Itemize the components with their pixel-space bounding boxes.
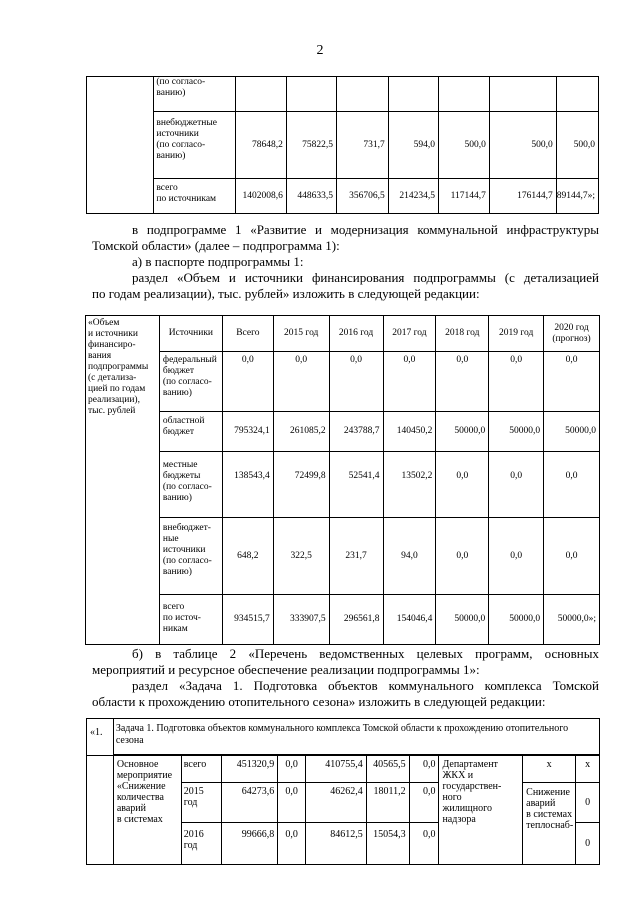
value-cell [556, 77, 598, 112]
paragraph: б) в таблице 2 «Перечень ведомственных целевых программ, основных [132, 646, 599, 661]
table-row [87, 112, 599, 179]
value-cell: 243788,7 [329, 412, 383, 452]
empty-cell [87, 756, 114, 865]
value-cell: 72499,8 [273, 452, 329, 518]
value-cell: 140450,2 [383, 412, 436, 452]
value-cell: 52541,4 [329, 452, 383, 518]
value-cell: 0,0 [278, 756, 306, 783]
value-cell: 1402008,6 [236, 179, 286, 214]
value-cell: 296561,8 [329, 595, 383, 645]
value-cell: 0,0 [278, 783, 306, 823]
paragraph: раздел «Задача 1. Подготовка объектов коммунального комплекса Томской [132, 678, 599, 693]
value-cell [337, 77, 389, 112]
value-cell: 448633,5 [286, 179, 336, 214]
value-cell: 50000,0 [489, 412, 544, 452]
value-cell: 500,0 [489, 112, 556, 179]
paragraph: Томской области» (далее – подпрограмма 1): [92, 238, 340, 253]
value-cell: 333907,5 [273, 595, 329, 645]
target-cell: 0 [576, 783, 600, 823]
table-row [87, 719, 600, 755]
value-cell: 50000,0 [544, 412, 600, 452]
value-cell: 261085,2 [273, 412, 329, 452]
paragraph: мероприятий и ресурсное обеспечение реализации подпрограммы 1»: [92, 662, 480, 677]
row-label-cell: «Объем и источники финансиро- вания подпрограммы (с детализа- цией по годам реализации), тыс. рублей [86, 316, 160, 645]
value-cell: 0,0 [436, 518, 489, 595]
table-financing [85, 315, 600, 645]
value-cell: 795324,1 [222, 412, 273, 452]
value-cell [489, 77, 556, 112]
value-cell: 18011,2 [366, 783, 409, 823]
department-cell: Департамент ЖКХ и государствен- ного жилищного надзора [439, 756, 523, 865]
value-cell: 50000,0 [436, 412, 489, 452]
table-row [86, 352, 600, 412]
source-cell: всего по источ- никам [159, 595, 222, 645]
paragraph: в подпрограмме 1 «Развитие и модернизация коммунальной инфраструктуры [132, 222, 599, 237]
value-cell: 500,0 [438, 112, 489, 179]
value-cell: 0,0 [544, 452, 600, 518]
value-cell: 138543,4 [222, 452, 273, 518]
value-cell: 648,2 [222, 518, 273, 595]
target-cell: 0 [576, 823, 600, 865]
header-cell: 2017 год [383, 316, 436, 352]
task-number-cell: «1. [87, 719, 114, 756]
value-cell: 46262,4 [306, 783, 367, 823]
value-cell: 40565,5 [366, 756, 409, 783]
header-cell: 2020 год (прогноз) [544, 316, 600, 352]
table-row [86, 518, 600, 595]
page-number: 2 [316, 43, 324, 58]
value-cell: 322,5 [273, 518, 329, 595]
value-cell: 0,0 [409, 823, 439, 865]
value-cell: 13502,2 [383, 452, 436, 518]
value-cell: 0,0 [544, 352, 600, 412]
paragraph: по годам реализации), тыс. рублей» изложить в следующей редакции: [92, 286, 480, 301]
value-cell: 154046,4 [383, 595, 436, 645]
value-cell [236, 77, 286, 112]
value-cell: 64273,6 [221, 783, 278, 823]
header-cell: Всего [222, 316, 273, 352]
value-cell: 214234,5 [388, 179, 438, 214]
value-cell: 50000,0 [436, 595, 489, 645]
source-cell: (по согласо- ванию) [154, 77, 236, 112]
header-cell: 2019 год [489, 316, 544, 352]
value-cell: 0,0 [436, 352, 489, 412]
period-cell: всего [181, 756, 221, 783]
indicator-cell: х [523, 756, 576, 783]
value-cell: 50000,0»; [544, 595, 600, 645]
paragraph: раздел «Объем и источники финансирования подпрограммы (с детализацией [132, 270, 599, 285]
value-cell [438, 77, 489, 112]
value-cell [286, 77, 336, 112]
source-cell: внебюджет- ные источники (по согласо- ванию) [159, 518, 222, 595]
value-cell: 731,7 [337, 112, 389, 179]
table-task [86, 718, 600, 865]
paragraph: а) в паспорте подпрограммы 1: [132, 254, 304, 269]
table-row [87, 756, 600, 783]
task-title-cell: Задача 1. Подготовка объектов коммунального комплекса Томской области к прохождению отопительного сезона [113, 719, 599, 755]
target-cell: х [576, 756, 600, 783]
table-top [86, 76, 599, 214]
value-cell [388, 77, 438, 112]
value-cell: 117144,7 [438, 179, 489, 214]
source-cell: областной бюджет [159, 412, 222, 452]
header-cell: 2018 год [436, 316, 489, 352]
value-cell: 0,0 [489, 518, 544, 595]
value-cell: 0,0 [489, 352, 544, 412]
value-cell: 0,0 [489, 452, 544, 518]
value-cell: 594,0 [388, 112, 438, 179]
source-cell: внебюджетные источники (по согласо- ванию) [154, 112, 236, 179]
source-cell: федеральный бюджет (по согласо- ванию) [159, 352, 222, 412]
value-cell: 451320,9 [221, 756, 278, 783]
value-cell: 78648,2 [236, 112, 286, 179]
value-cell: 99666,8 [221, 823, 278, 865]
value-cell: 15054,3 [366, 823, 409, 865]
period-cell: 2016 год [181, 823, 221, 865]
value-cell: 0,0 [409, 783, 439, 823]
table-header-row [86, 316, 600, 352]
value-cell: 89144,7»; [556, 179, 598, 214]
source-cell: всего по источникам [154, 179, 236, 214]
table-row [86, 595, 600, 645]
value-cell: 0,0 [436, 452, 489, 518]
source-cell: местные бюджеты (по согласо- ванию) [159, 452, 222, 518]
period-cell: 2015 год [181, 783, 221, 823]
value-cell: 0,0 [278, 823, 306, 865]
empty-cell [87, 77, 154, 214]
value-cell: 934515,7 [222, 595, 273, 645]
table-row [86, 412, 600, 452]
paragraph: области к прохождению отопительного сезона» изложить в следующей редакции: [92, 694, 546, 709]
value-cell: 84612,5 [306, 823, 367, 865]
value-cell: 75822,5 [286, 112, 336, 179]
value-cell: 0,0 [409, 756, 439, 783]
value-cell: 0,0 [544, 518, 600, 595]
value-cell: 231,7 [329, 518, 383, 595]
event-name-cell: Основное мероприятие «Снижение количества аварий в системах [113, 756, 181, 865]
value-cell: 94,0 [383, 518, 436, 595]
value-cell: 0,0 [222, 352, 273, 412]
value-cell: 356706,5 [337, 179, 389, 214]
indicator-cell: Снижение аварий в системах теплоснаб- [523, 783, 576, 865]
value-cell: 410755,4 [306, 756, 367, 783]
table-row [87, 77, 599, 112]
header-cell: Источники [159, 316, 222, 352]
value-cell: 50000,0 [489, 595, 544, 645]
table-row [86, 452, 600, 518]
value-cell: 0,0 [383, 352, 436, 412]
header-cell: 2015 год [273, 316, 329, 352]
value-cell: 176144,7 [489, 179, 556, 214]
value-cell: 500,0 [556, 112, 598, 179]
header-cell: 2016 год [329, 316, 383, 352]
value-cell: 0,0 [329, 352, 383, 412]
value-cell: 0,0 [273, 352, 329, 412]
table-row [87, 179, 599, 214]
